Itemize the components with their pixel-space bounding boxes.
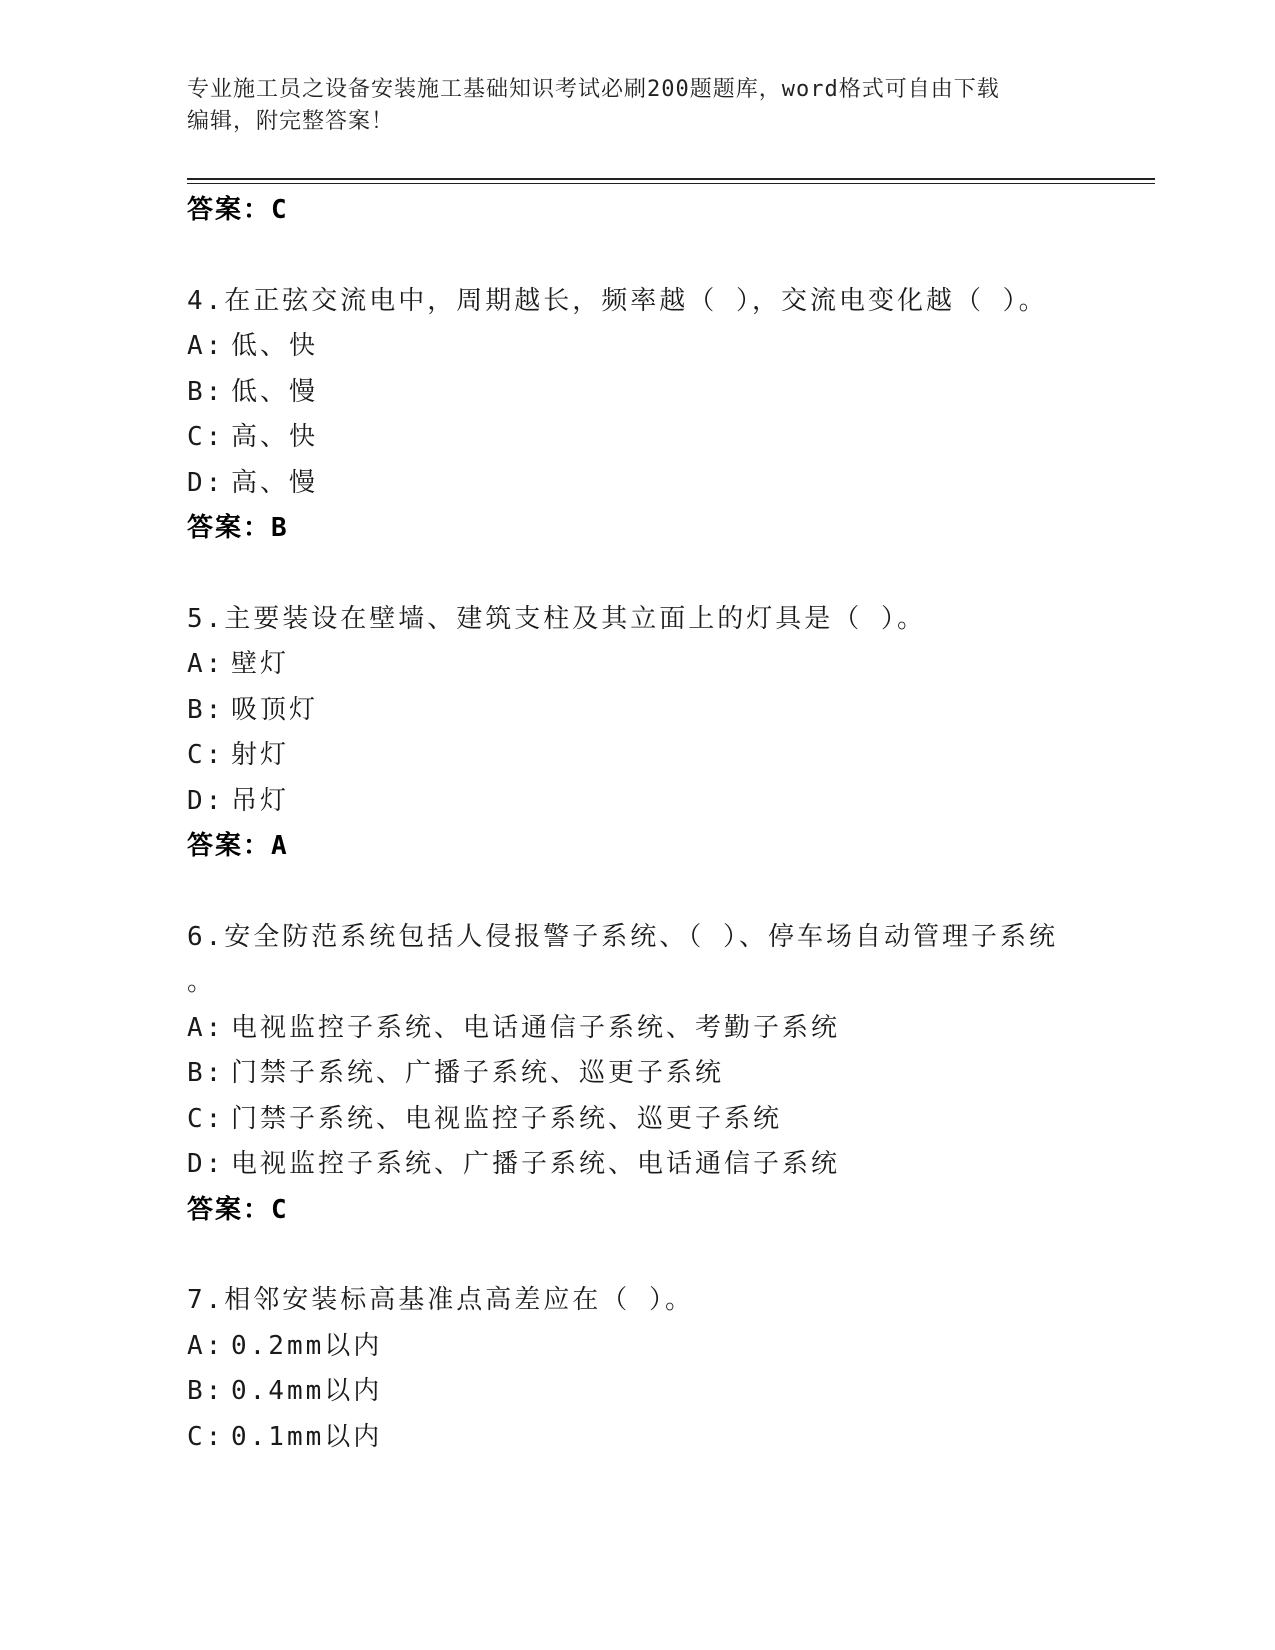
- option-label: D:: [187, 1149, 225, 1179]
- question-stem: 4.在正弦交流电中，周期越长，频率越（ ），交流电变化越（ ）。: [187, 285, 1048, 316]
- option-b: [187, 1051, 1087, 1097]
- question-content: [187, 188, 1087, 1460]
- option-text: 高、快: [231, 422, 319, 452]
- option-text: 电视监控子系统、广播子系统、电话通信子系统: [231, 1149, 841, 1179]
- option-label: A:: [187, 331, 225, 361]
- option-label: A:: [187, 649, 225, 679]
- option-c: [187, 733, 1087, 779]
- answer-line: 答案：C: [187, 1194, 289, 1225]
- option-c: [187, 415, 1087, 461]
- spacer: [187, 870, 1087, 915]
- option-d: [187, 461, 1087, 507]
- option-label: A:: [187, 1330, 225, 1361]
- question-stem-continuation: 。: [187, 967, 214, 997]
- option-text: 高、慢: [231, 467, 319, 498]
- option-b: [187, 1369, 1087, 1415]
- option-b: [187, 688, 1087, 734]
- spacer: [187, 552, 1087, 597]
- option-text: 低、快: [231, 331, 319, 361]
- option-d: [187, 1142, 1087, 1188]
- option-label: D:: [187, 785, 225, 816]
- option-d: [187, 779, 1087, 825]
- option-text: 电视监控子系统、电话通信子系统、考勤子系统: [231, 1012, 841, 1043]
- answer-line: 答案：B: [187, 513, 289, 543]
- option-text: 吸顶灯: [231, 694, 319, 725]
- option-label: B:: [187, 376, 225, 407]
- option-text: 吊灯: [231, 785, 290, 816]
- question-block: [187, 279, 1087, 552]
- spacer: [187, 234, 1087, 279]
- option-text: 射灯: [231, 740, 290, 770]
- question-stem: 7.相邻安装标高基准点高差应在（ ）。: [187, 1285, 694, 1315]
- spacer: [187, 1233, 1087, 1278]
- option-label: B:: [187, 1376, 225, 1406]
- option-c: [187, 1097, 1087, 1143]
- header-divider-thick: [187, 178, 1155, 180]
- header-line-1: 专业施工员之设备安装施工基础知识考试必刷200题题库，word格式可自由下载: [187, 77, 1000, 102]
- option-text: 门禁子系统、广播子系统、巡更子系统: [231, 1058, 725, 1088]
- answer-line: 答案：A: [187, 831, 289, 861]
- option-a: [187, 324, 1087, 370]
- question-stem: 6.安全防范系统包括人侵报警子系统、（ ）、停车场自动管理子系统: [187, 921, 1058, 952]
- question-block: [187, 915, 1087, 1234]
- option-label: C:: [187, 422, 225, 452]
- header-line-2: 编辑，附完整答案！: [187, 109, 395, 134]
- option-a: [187, 1006, 1087, 1052]
- option-text: 0.2mm以内: [231, 1330, 383, 1361]
- option-a: [187, 1324, 1087, 1370]
- answer-line: 答案：C: [187, 195, 289, 225]
- option-label: A:: [187, 1012, 225, 1043]
- option-text: 低、慢: [231, 376, 319, 407]
- question-block: [187, 1278, 1087, 1460]
- option-text: 0.1mm以内: [231, 1421, 383, 1452]
- option-label: C:: [187, 740, 225, 770]
- option-label: B:: [187, 1058, 225, 1088]
- question-block: [187, 597, 1087, 870]
- option-label: B:: [187, 694, 225, 725]
- option-a: [187, 642, 1087, 688]
- question-stem: 5.主要装设在壁墙、建筑支柱及其立面上的灯具是（ ）。: [187, 603, 926, 634]
- option-text: 0.4mm以内: [231, 1376, 383, 1406]
- document-header: [187, 74, 1067, 138]
- option-text: 门禁子系统、电视监控子系统、巡更子系统: [231, 1103, 783, 1134]
- option-label: C:: [187, 1103, 225, 1134]
- option-b: [187, 370, 1087, 416]
- option-c: [187, 1415, 1087, 1461]
- option-text: 壁灯: [231, 649, 290, 679]
- header-divider-thin: [187, 183, 1155, 184]
- option-label: D:: [187, 467, 225, 498]
- option-label: C:: [187, 1421, 225, 1452]
